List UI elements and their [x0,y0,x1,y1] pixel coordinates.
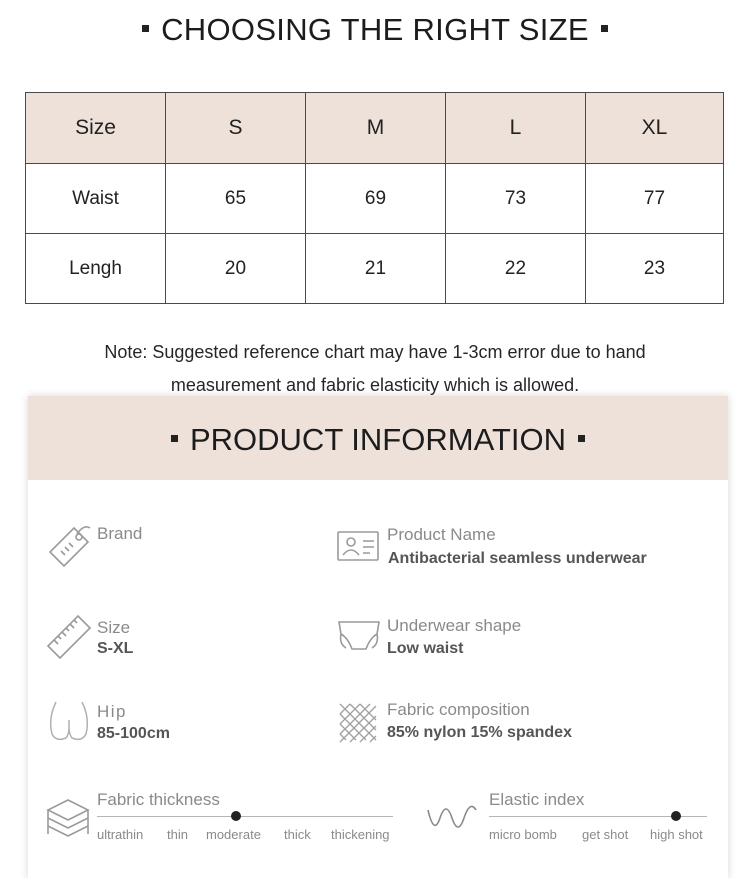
thickness-option: thickening [331,827,390,842]
header-cell: M [306,93,446,164]
id-card-icon [336,526,380,564]
fabric-icon [336,702,380,744]
header-cell: S [166,93,306,164]
note-line-2: measurement and fabric elasticity which is allowed. [170,375,580,395]
row-label-cell: Waist [26,164,166,234]
size-title-text: CHOOSING THE RIGHT SIZE [161,12,589,47]
product-info-card [28,396,728,879]
elastic-option: micro bomb [489,827,557,842]
elastic-wave-icon [426,798,480,838]
title-bullet-right [601,25,608,32]
size-chart-table [25,92,724,304]
table-cell: 77 [586,164,724,234]
thickness-item [44,792,414,852]
fabric-label: Fabric composition [387,700,530,719]
table-header-row [26,93,724,164]
thickness-track [97,816,393,817]
row-label-cell: Lengh [26,234,166,304]
thickness-option: thick [284,827,311,842]
product-name-label: Product Name [387,525,496,544]
size-label: Size [97,618,131,637]
elastic-option: high shot [650,827,703,842]
fabric-value: 85% nylon 15% spandex [387,724,572,741]
size-note [40,336,710,402]
hip-value: 85-100cm [97,725,170,742]
thickness-option: moderate [206,827,261,842]
header-cell: Size [26,93,166,164]
product-name-value: Antibacterial seamless underwear [388,550,647,567]
thickness-option: ultrathin [97,827,144,842]
underwear-icon [336,618,382,652]
title-bullet-left [171,435,178,442]
table-row [26,234,724,304]
table-row [26,164,724,234]
header-cell: L [446,93,586,164]
layers-icon [44,796,92,844]
hip-icon [46,700,92,742]
elastic-option: get shot [582,827,629,842]
table-cell: 20 [166,234,306,304]
table-cell: 65 [166,164,306,234]
title-bullet-left [142,25,149,32]
shape-value: Low waist [387,640,464,657]
note-line-1: Note: Suggested reference chart may have 1-3cm error due to hand [104,342,646,362]
thickness-option: thin [167,827,188,842]
table-cell: 73 [446,164,586,234]
size-section-title [0,12,750,48]
brand-label: Brand [97,524,143,543]
elastic-item [426,792,716,852]
table-cell: 69 [306,164,446,234]
header-cell: XL [586,93,724,164]
hip-label: Hip [97,702,128,721]
thickness-selected-marker [231,811,241,821]
product-title-text: PRODUCT INFORMATION [189,422,566,457]
table-cell: 22 [446,234,586,304]
table-cell: 23 [586,234,724,304]
table-cell: 21 [306,234,446,304]
thickness-label: Fabric thickness [97,790,220,809]
title-bullet-right [578,435,585,442]
size-value: S-XL [97,640,134,657]
shape-label: Underwear shape [387,616,522,635]
elastic-selected-marker [671,811,681,821]
ruler-icon [44,610,94,660]
elastic-label: Elastic index [489,790,585,809]
tag-icon [44,522,94,572]
product-info-title [28,422,728,458]
